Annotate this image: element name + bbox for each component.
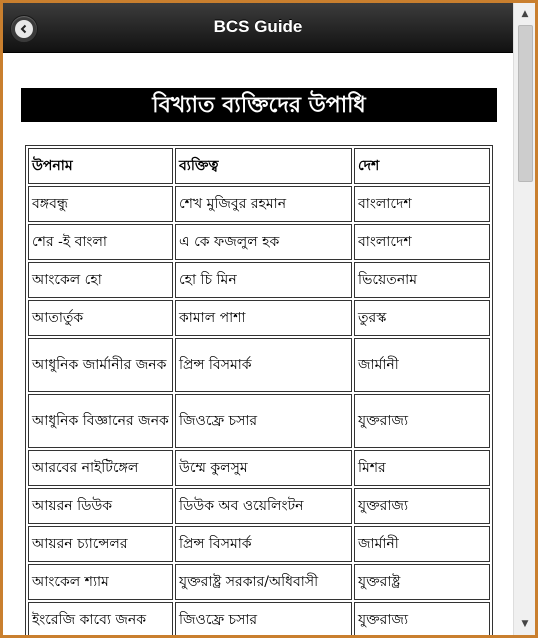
cell-nickname: আতার্তুক (28, 300, 173, 336)
content-area (3, 53, 513, 635)
cell-nickname: আধুনিক জার্মানীর জনক (28, 338, 173, 392)
table-row (28, 450, 490, 486)
titles-table (25, 145, 493, 635)
cell-person: যুক্তরাষ্ট্র সরকার/অধিবাসী (175, 564, 352, 600)
cell-country: যুক্তরাজ্য (354, 488, 490, 524)
cell-nickname: আংকেল হো (28, 262, 173, 298)
cell-country: ভিয়েতনাম (354, 262, 490, 298)
section-title: বিখ্যাত ব্যক্তিদের উপাধি (21, 88, 497, 122)
header-nickname: উপনাম (28, 148, 173, 184)
cell-person: জিওফ্রে চসার (175, 394, 352, 448)
table-row (28, 300, 490, 336)
cell-nickname: আধুনিক বিজ্ঞানের জনক (28, 394, 173, 448)
cell-person: ডিউক অব ওয়েলিংটন (175, 488, 352, 524)
table-row (28, 186, 490, 222)
cell-person: উম্মে কুলসুম (175, 450, 352, 486)
header-person: ব্যক্তিত্ব (175, 148, 352, 184)
cell-country: তুরস্ক (354, 300, 490, 336)
cell-person: শেখ মুজিবুর রহমান (175, 186, 352, 222)
cell-country: যুক্তরাষ্ট্র (354, 564, 490, 600)
cell-nickname: আয়রন চ্যান্সেলর (28, 526, 173, 562)
header-bar (3, 3, 513, 53)
cell-nickname: শের -ই বাংলা (28, 224, 173, 260)
cell-person: এ কে ফজলুল হক (175, 224, 352, 260)
cell-country: বাংলাদেশ (354, 186, 490, 222)
table-row (28, 394, 490, 448)
cell-nickname: ইংরেজি কাব্যে জনক (28, 602, 173, 635)
table-row (28, 338, 490, 392)
vertical-scrollbar[interactable] (513, 3, 535, 635)
table-row (28, 564, 490, 600)
cell-person: প্রিন্স বিসমার্ক (175, 338, 352, 392)
cell-country: বাংলাদেশ (354, 224, 490, 260)
table-header-row (28, 148, 490, 184)
cell-nickname: আয়রন ডিউক (28, 488, 173, 524)
app-window (3, 3, 535, 635)
cell-person: প্রিন্স বিসমার্ক (175, 526, 352, 562)
cell-nickname: বঙ্গবন্ধু (28, 186, 173, 222)
cell-nickname: আংকেল শ্যাম (28, 564, 173, 600)
scroll-up-icon[interactable]: ▲ (521, 9, 529, 19)
page-title: BCS Guide (213, 17, 303, 36)
cell-person: হো চি মিন (175, 262, 352, 298)
table-row (28, 602, 490, 635)
cell-nickname: আরবের নাইটিঙ্গেল (28, 450, 173, 486)
table-row (28, 488, 490, 524)
cell-country: জার্মানী (354, 338, 490, 392)
scroll-down-icon[interactable]: ▼ (521, 619, 529, 629)
cell-person: জিওফ্রে চসার (175, 602, 352, 635)
table-row (28, 526, 490, 562)
table-row (28, 224, 490, 260)
cell-country: জার্মানী (354, 526, 490, 562)
cell-country: যুক্তরাজ্য (354, 602, 490, 635)
header-country: দেশ (354, 148, 490, 184)
cell-person: কামাল পাশা (175, 300, 352, 336)
scrollbar-thumb[interactable] (518, 25, 533, 182)
table-row (28, 262, 490, 298)
cell-country: মিশর (354, 450, 490, 486)
cell-country: যুক্তরাজ্য (354, 394, 490, 448)
